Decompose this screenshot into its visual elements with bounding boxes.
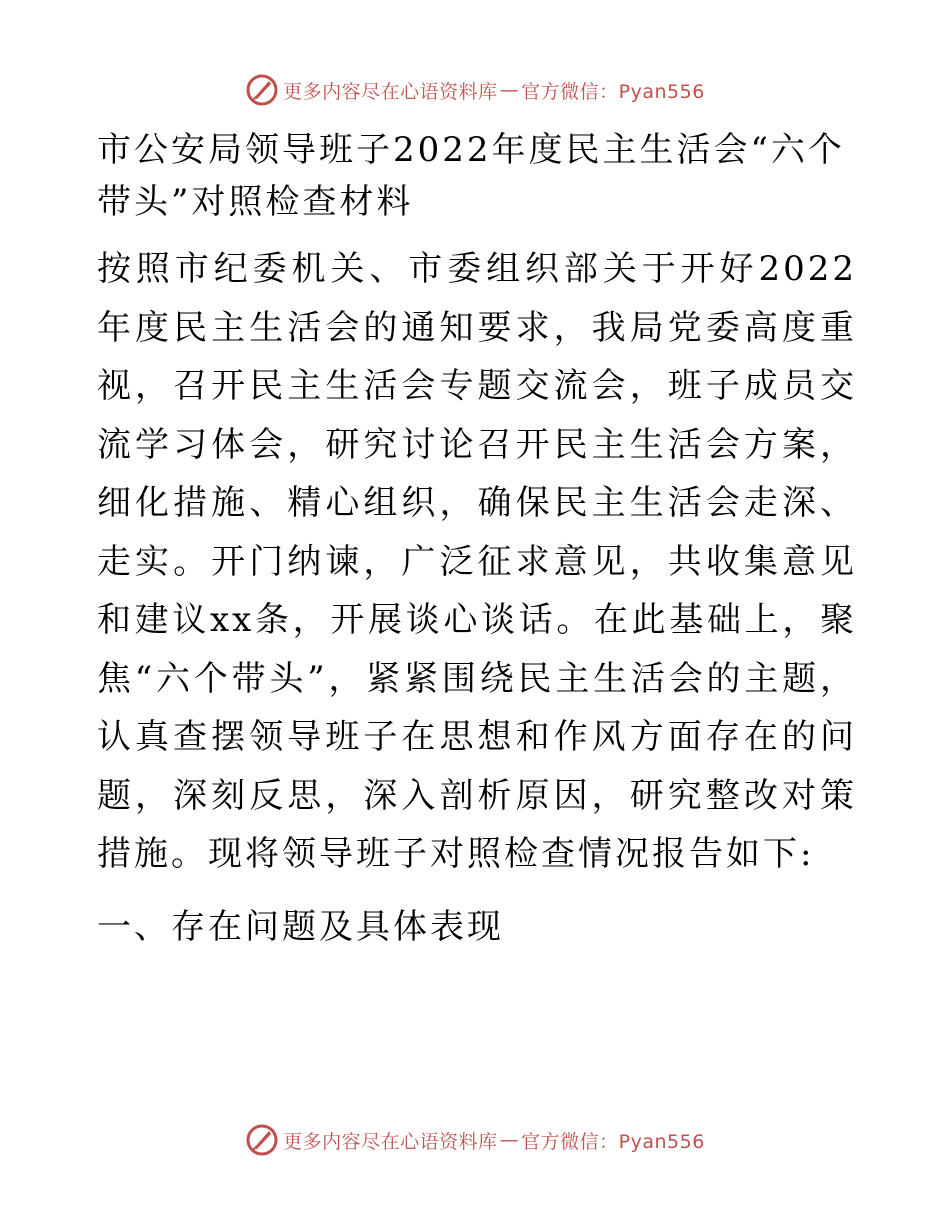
watermark-text: 更多内容尽在心语资料库 xyxy=(283,80,498,103)
document-body xyxy=(97,124,857,956)
section-heading: 一、存在问题及具体表现 xyxy=(97,906,504,947)
document-title: 市公安局领导班子2022年度民主生活会“六个带头”对照检查材料 xyxy=(97,130,845,222)
watermark-separator: — xyxy=(499,1129,520,1151)
watermark-separator: — xyxy=(499,79,520,101)
quill-pen-logo-icon xyxy=(245,73,279,107)
header-watermark xyxy=(0,70,950,110)
quill-pen-logo-icon xyxy=(245,1123,279,1157)
footer-watermark xyxy=(0,1120,950,1160)
watermark-text: 更多内容尽在心语资料库 xyxy=(283,1130,498,1153)
intro-paragraph: 按照市纪委机关、市委组织部关于开好2022年度民主生活会的通知要求，我局党委高度重视，召开民主生活会专题交流会，班子成员交流学习体会，研究讨论召开民主生活会方案，细化措施、精心组织，确保民主生活会走深、走实。开门纳谏，广泛征求意见，共收集意见和建议xx条，开展谈心谈话。在此基础上，聚焦“六个带头”，紧紧围绕民主生活会的主题，认真查摆领导班子在思想和作风方面存在的问题，深刻反思，深入剖析原因，研究整改对策措施。现将领导班子对照检查情况报告如下: xyxy=(97,249,857,874)
watermark-contact: 官方微信：Pyan556 xyxy=(521,1130,705,1153)
watermark-contact: 官方微信：Pyan556 xyxy=(521,80,705,103)
